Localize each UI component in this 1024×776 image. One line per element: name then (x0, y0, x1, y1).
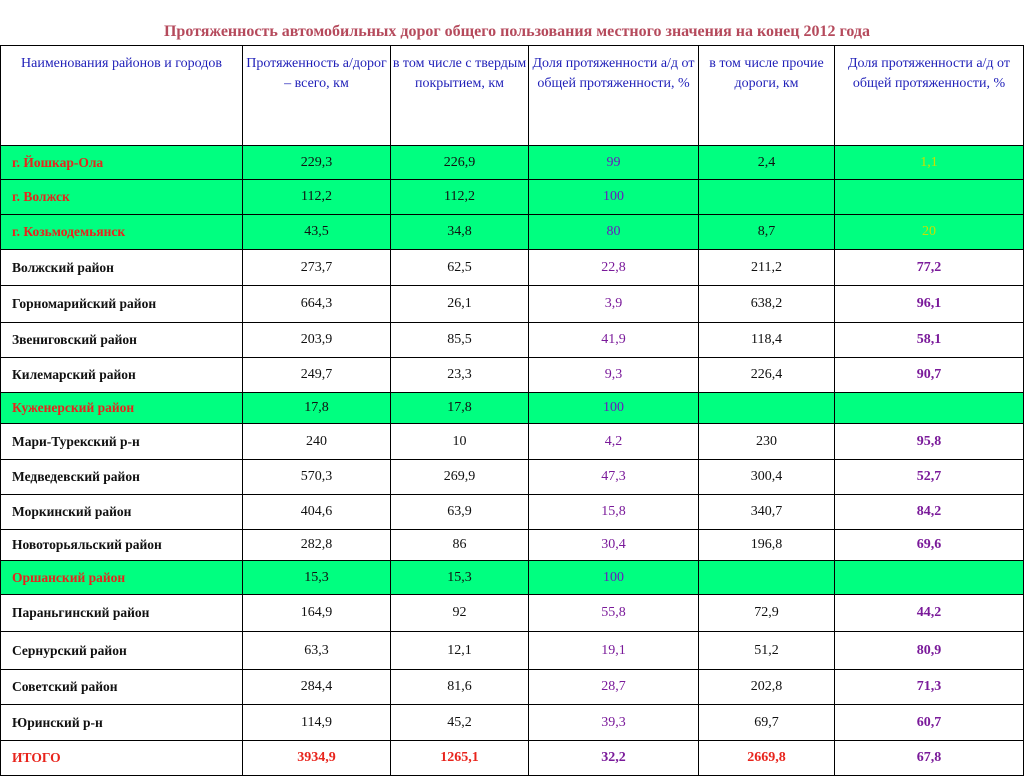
row-other: 230 (699, 424, 835, 460)
row-hard: 269,9 (391, 460, 529, 495)
row-total: 17,8 (243, 393, 391, 424)
total-name: ИТОГО (1, 741, 243, 776)
row-hard: 10 (391, 424, 529, 460)
row-total: 249,7 (243, 358, 391, 393)
table-row (1, 286, 1024, 323)
row-other: 2,4 (699, 146, 835, 180)
row-other (699, 180, 835, 215)
row-other: 340,7 (699, 495, 835, 530)
total-hard: 1265,1 (391, 741, 529, 776)
row-total: 15,3 (243, 561, 391, 595)
row-total: 282,8 (243, 530, 391, 561)
table-row (1, 530, 1024, 561)
row-other-pct: 96,1 (835, 286, 1024, 323)
row-hard-pct: 55,8 (529, 595, 699, 632)
row-other-pct (835, 393, 1024, 424)
table-row (1, 561, 1024, 595)
row-other-pct: 77,2 (835, 250, 1024, 286)
row-hard-pct: 15,8 (529, 495, 699, 530)
table-row (1, 358, 1024, 393)
row-other: 118,4 (699, 323, 835, 358)
row-name: Медведевский район (1, 460, 243, 495)
row-other: 8,7 (699, 215, 835, 250)
row-other-pct: 69,6 (835, 530, 1024, 561)
row-hard-pct: 4,2 (529, 424, 699, 460)
row-hard: 86 (391, 530, 529, 561)
header-row (1, 46, 1024, 146)
row-hard: 85,5 (391, 323, 529, 358)
row-other: 226,4 (699, 358, 835, 393)
row-other-pct (835, 561, 1024, 595)
table-row (1, 323, 1024, 358)
row-other-pct: 80,9 (835, 632, 1024, 670)
row-other: 196,8 (699, 530, 835, 561)
row-total: 229,3 (243, 146, 391, 180)
row-name: Моркинский район (1, 495, 243, 530)
header-total: Протяженность а/дорог – всего, км (243, 46, 391, 146)
row-total: 63,3 (243, 632, 391, 670)
row-total: 114,9 (243, 705, 391, 741)
header-other: в том числе прочие дороги, км (699, 46, 835, 146)
row-hard-pct: 30,4 (529, 530, 699, 561)
table-row (1, 632, 1024, 670)
row-other: 72,9 (699, 595, 835, 632)
table-row (1, 424, 1024, 460)
row-hard: 26,1 (391, 286, 529, 323)
row-name: Оршанский район (1, 561, 243, 595)
row-total: 570,3 (243, 460, 391, 495)
row-total: 43,5 (243, 215, 391, 250)
row-hard-pct: 3,9 (529, 286, 699, 323)
row-total: 240 (243, 424, 391, 460)
row-name: г. Волжск (1, 180, 243, 215)
row-total: 284,4 (243, 670, 391, 705)
row-hard-pct: 100 (529, 393, 699, 424)
row-hard-pct: 41,9 (529, 323, 699, 358)
row-other: 211,2 (699, 250, 835, 286)
row-hard: 23,3 (391, 358, 529, 393)
row-other-pct: 44,2 (835, 595, 1024, 632)
row-other-pct: 58,1 (835, 323, 1024, 358)
table-row (1, 495, 1024, 530)
table-row (1, 595, 1024, 632)
header-hard-pct: Доля протяженности а/д от общей протяженности, % (529, 46, 699, 146)
row-other (699, 393, 835, 424)
header-name: Наименования районов и городов (1, 46, 243, 146)
row-name: Звениговский район (1, 323, 243, 358)
total-total: 3934,9 (243, 741, 391, 776)
row-name: г. Йошкар-Ола (1, 146, 243, 180)
row-hard: 15,3 (391, 561, 529, 595)
row-total: 273,7 (243, 250, 391, 286)
table-row (1, 215, 1024, 250)
table-row (1, 250, 1024, 286)
row-hard-pct: 80 (529, 215, 699, 250)
table-row (1, 146, 1024, 180)
row-hard: 81,6 (391, 670, 529, 705)
row-hard-pct: 100 (529, 180, 699, 215)
row-name: Советский район (1, 670, 243, 705)
row-other-pct: 95,8 (835, 424, 1024, 460)
row-other: 638,2 (699, 286, 835, 323)
row-hard: 12,1 (391, 632, 529, 670)
row-hard: 17,8 (391, 393, 529, 424)
row-other-pct (835, 180, 1024, 215)
row-total: 112,2 (243, 180, 391, 215)
row-hard: 112,2 (391, 180, 529, 215)
row-hard-pct: 39,3 (529, 705, 699, 741)
row-name: Килемарский район (1, 358, 243, 393)
row-hard: 92 (391, 595, 529, 632)
row-other-pct: 60,7 (835, 705, 1024, 741)
row-total: 164,9 (243, 595, 391, 632)
row-name: Сернурский район (1, 632, 243, 670)
total-other-pct: 67,8 (835, 741, 1024, 776)
page-title: Протяженность автомобильных дорог общего пользования местного значения на конец 2012 года (163, 23, 870, 40)
row-hard: 63,9 (391, 495, 529, 530)
row-hard-pct: 28,7 (529, 670, 699, 705)
row-other-pct: 71,3 (835, 670, 1024, 705)
row-hard: 62,5 (391, 250, 529, 286)
row-other-pct: 84,2 (835, 495, 1024, 530)
row-other-pct: 90,7 (835, 358, 1024, 393)
table-row (1, 670, 1024, 705)
row-name: Волжский район (1, 250, 243, 286)
row-total: 664,3 (243, 286, 391, 323)
row-hard: 226,9 (391, 146, 529, 180)
roads-table (0, 45, 1024, 776)
row-total: 404,6 (243, 495, 391, 530)
row-other-pct: 1,1 (835, 146, 1024, 180)
row-other: 300,4 (699, 460, 835, 495)
row-hard-pct: 9,3 (529, 358, 699, 393)
row-other: 51,2 (699, 632, 835, 670)
table-row (1, 180, 1024, 215)
row-hard-pct: 99 (529, 146, 699, 180)
table-row (1, 460, 1024, 495)
row-total: 203,9 (243, 323, 391, 358)
row-name: Юринский р-н (1, 705, 243, 741)
row-name: Мари-Турекский р-н (1, 424, 243, 460)
total-other: 2669,8 (699, 741, 835, 776)
row-hard: 45,2 (391, 705, 529, 741)
table-row (1, 393, 1024, 424)
total-hard-pct: 32,2 (529, 741, 699, 776)
header-other-pct: Доля протяженности а/д от общей протяженности, % (835, 46, 1024, 146)
row-hard-pct: 22,8 (529, 250, 699, 286)
row-name: г. Козьмодемьянск (1, 215, 243, 250)
header-hard: в том числе с твердым покрытием, км (391, 46, 529, 146)
row-hard-pct: 100 (529, 561, 699, 595)
table-row (1, 705, 1024, 741)
row-name: Куженерский район (1, 393, 243, 424)
total-row (1, 741, 1024, 776)
row-name: Параньгинский район (1, 595, 243, 632)
row-other: 202,8 (699, 670, 835, 705)
row-name: Новоторьяльский район (1, 530, 243, 561)
row-name: Горномарийский район (1, 286, 243, 323)
row-hard: 34,8 (391, 215, 529, 250)
row-other-pct: 20 (835, 215, 1024, 250)
row-hard-pct: 47,3 (529, 460, 699, 495)
row-hard-pct: 19,1 (529, 632, 699, 670)
row-other (699, 561, 835, 595)
row-other-pct: 52,7 (835, 460, 1024, 495)
row-other: 69,7 (699, 705, 835, 741)
